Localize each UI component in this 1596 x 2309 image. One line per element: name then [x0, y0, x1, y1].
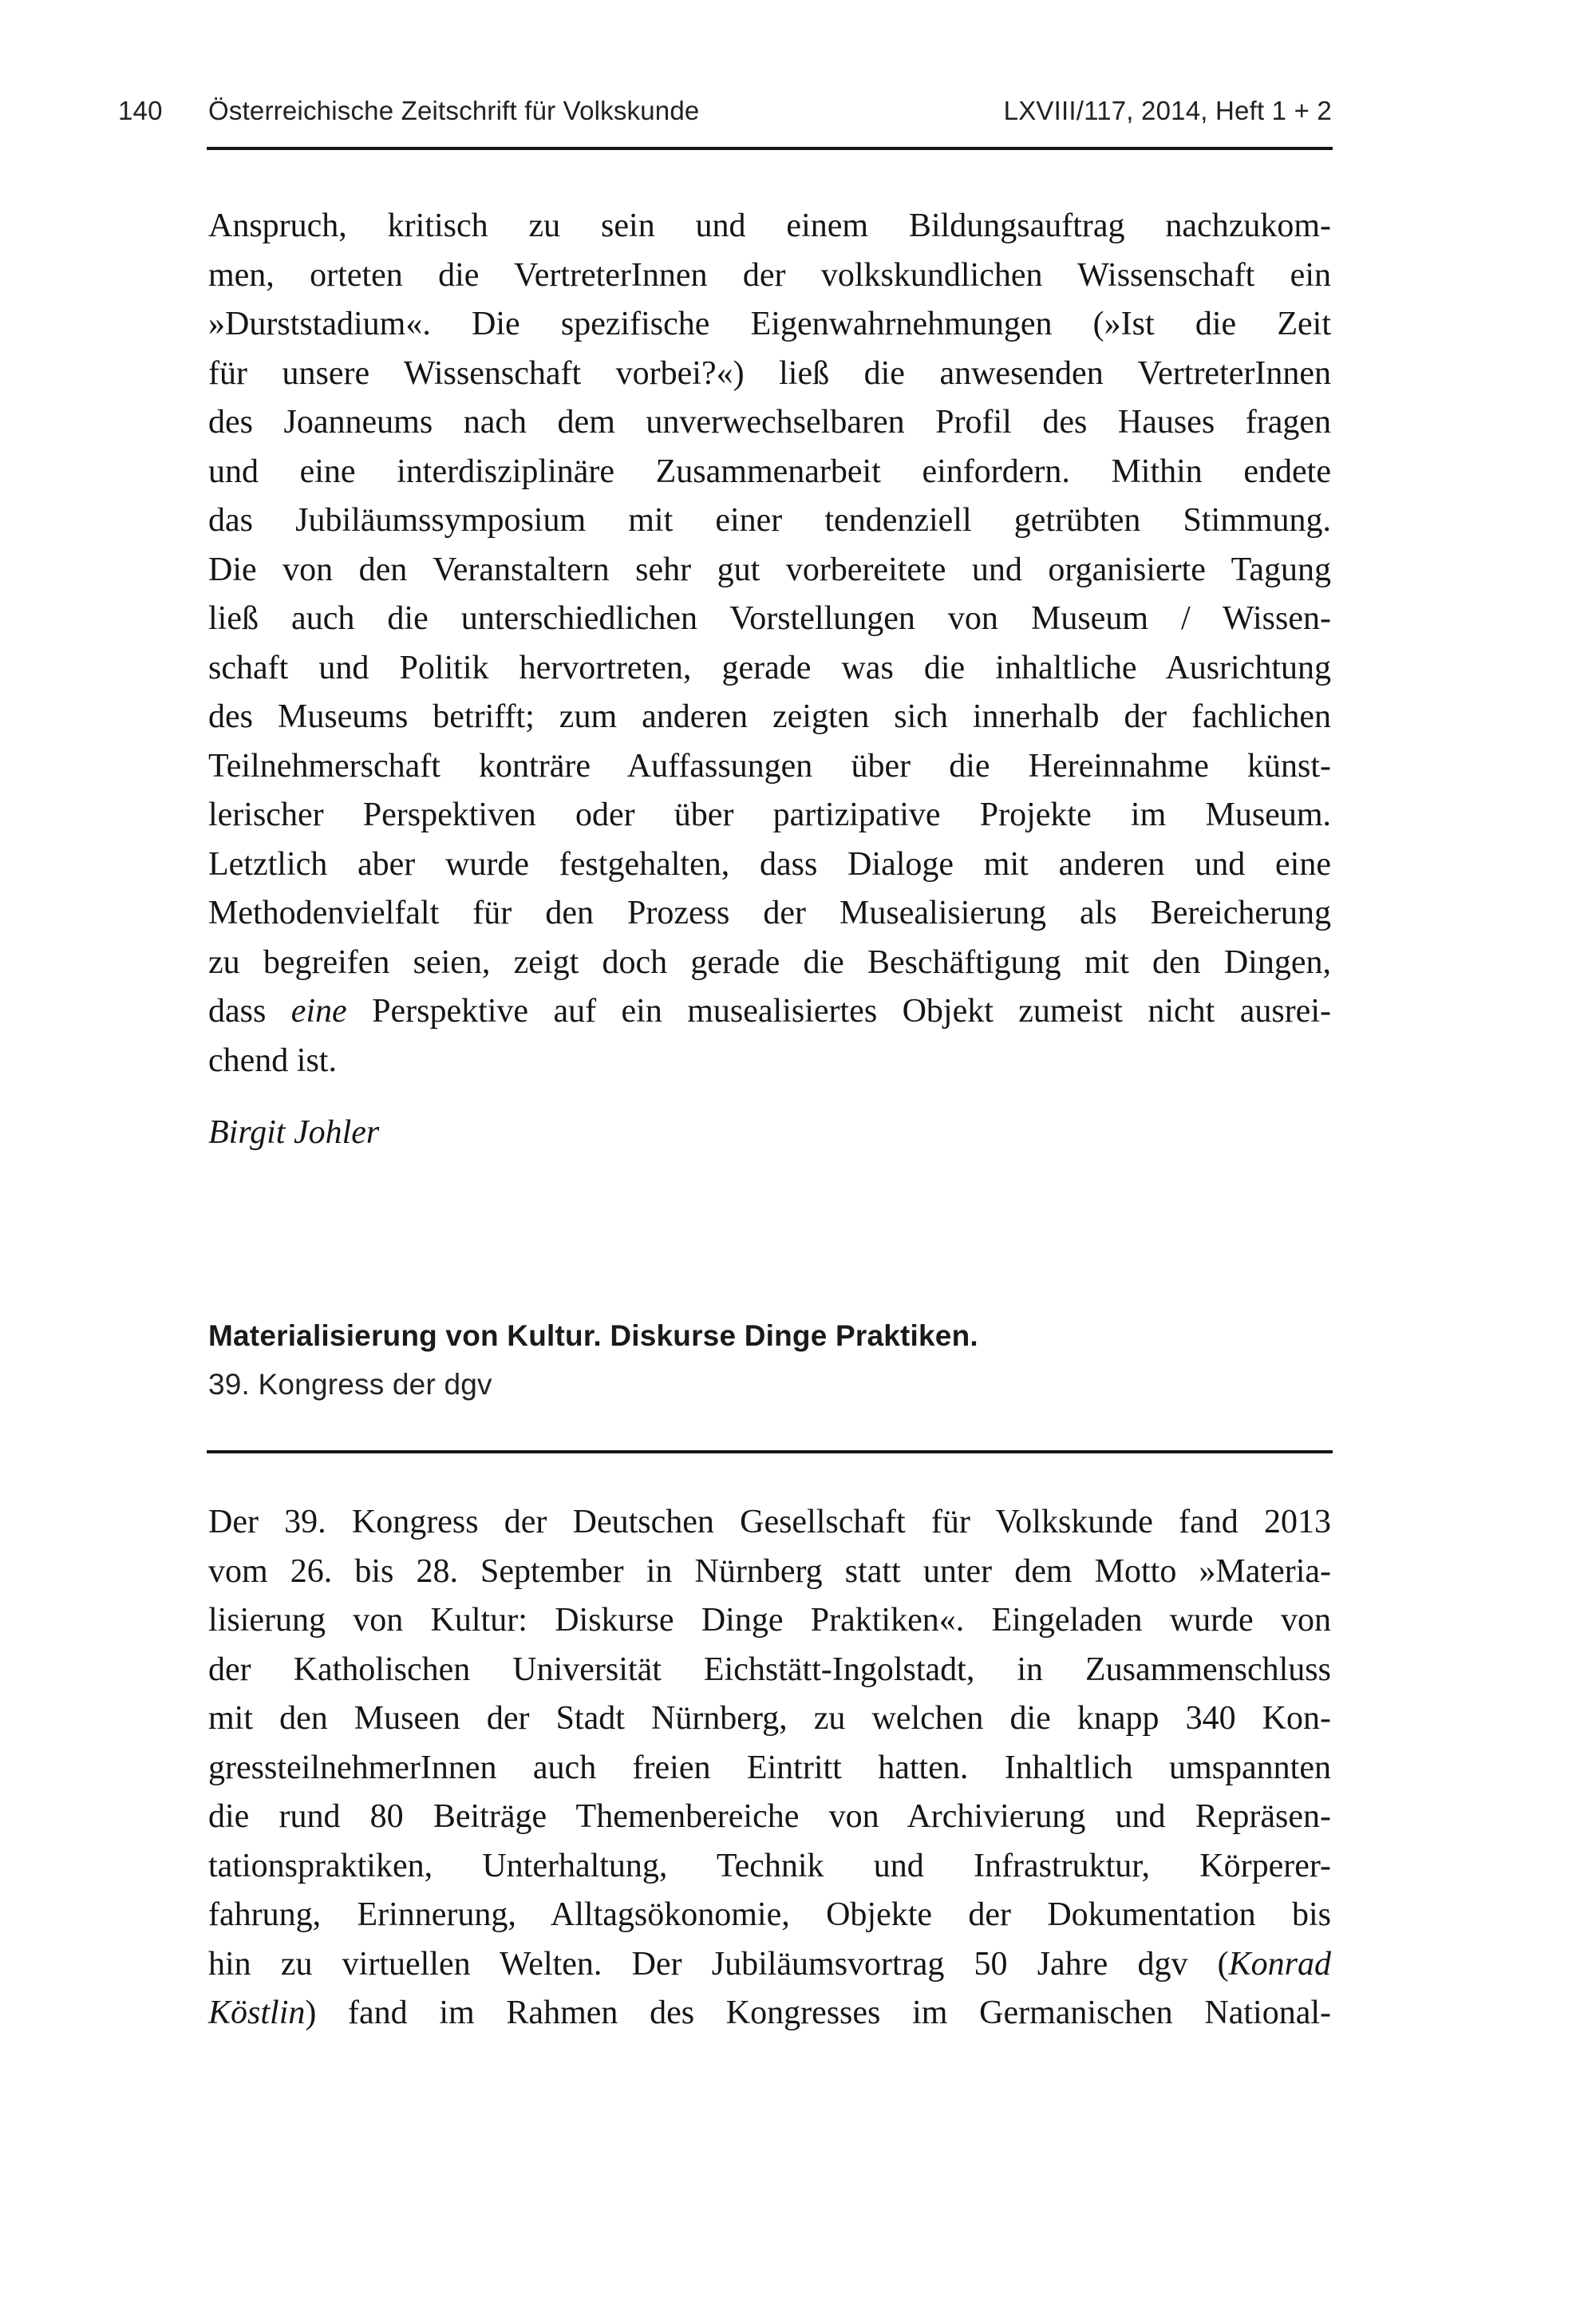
journal-title: Österreichische Zeitschrift für Volkskunde [208, 96, 700, 125]
author-name: Birgit Johler [208, 1114, 380, 1151]
text-line: die rund 80 Beiträge Themenbereiche von Archivierung und Repräsen- [208, 1798, 1331, 1835]
report-closing-paragraph [208, 202, 1331, 1085]
page-number: 140 [118, 96, 163, 125]
text-line: hin zu virtuellen Welten. Der Jubiläumsvortrag 50 Jahre dgv (Konrad [208, 1945, 1331, 1983]
text-line: lerischer Perspektiven oder über partizipative Projekte im Museum. [208, 797, 1331, 833]
text-line: für unsere Wissenschaft vorbei?«) ließ die anwesenden VertreterInnen [208, 354, 1331, 392]
text-line: Teilnehmerschaft konträre Auffassungen über die Hereinnahme künst- [208, 747, 1331, 785]
text-line: Der 39. Kongress der Deutschen Gesellschaft für Volkskunde fand 2013 [208, 1504, 1331, 1540]
text-line: und eine interdisziplinäre Zusammenarbeit einfordern. Mithin endete [208, 453, 1331, 490]
text-line: Köstlin) fand im Rahmen des Kongresses im Germanischen National- [208, 1995, 1331, 2031]
text-line: Letztlich aber wurde festgehalten, dass Dialoge mit anderen und eine [208, 845, 1331, 883]
text-line: Die von den Veranstaltern sehr gut vorbereitete und organisierte Tagung [208, 551, 1331, 588]
text-line: Methodenvielfalt für den Prozess der Musealisierung als Bereicherung [208, 895, 1331, 931]
report-body-paragraph [208, 1498, 1331, 2038]
running-header [0, 96, 1596, 129]
text-line: tationspraktiken, Unterhaltung, Technik und Infrastruktur, Körperer- [208, 1847, 1331, 1884]
text-line: Anspruch, kritisch zu sein und einem Bildungsauftrag nachzukom- [208, 208, 1331, 244]
text-line: vom 26. bis 28. September in Nürnberg statt unter dem Motto »Materia- [208, 1552, 1331, 1590]
issue-info: LXVIII/117, 2014, Heft 1 + 2 [1003, 96, 1332, 125]
text-line: dass eine Perspektive auf ein musealisiertes Objekt zumeist nicht ausrei- [208, 993, 1331, 1030]
text-line: zu begreifen seien, zeigt doch gerade die Beschäftigung mit den Dingen, [208, 943, 1331, 981]
section-title: Materialisierung von Kultur. Diskurse Dinge Praktiken. [208, 1319, 978, 1352]
text-line: lisierung von Kultur: Diskurse Dinge Praktiken«. Eingeladen wurde von [208, 1602, 1331, 1639]
text-line: chend ist. [208, 1042, 337, 1079]
text-line: mit den Museen der Stadt Nürnberg, zu welchen die knapp 340 Kon- [208, 1700, 1331, 1737]
text-line: der Katholischen Universität Eichstätt-Ingolstadt, in Zusammenschluss [208, 1651, 1331, 1688]
text-line: ließ auch die unterschiedlichen Vorstellungen von Museum / Wissen- [208, 600, 1331, 637]
text-line: des Museums betrifft; zum anderen zeigten sich innerhalb der fachlichen [208, 698, 1331, 735]
section-subtitle: 39. Kongress der dgv [208, 1368, 492, 1401]
text-line: des Joanneums nach dem unverwechselbaren Profil des Hauses fragen [208, 404, 1331, 441]
header-rule [207, 147, 1333, 150]
text-line: das Jubiläumssymposium mit einer tendenziell getrübten Stimmung. [208, 502, 1331, 539]
text-line: fahrung, Erinnerung, Alltagsökonomie, Objekte der Dokumentation bis [208, 1896, 1331, 1933]
text-line: gressteilnehmerInnen auch freien Eintritt hatten. Inhaltlich umspannten [208, 1749, 1331, 1786]
section-rule [207, 1450, 1333, 1453]
text-line: schaft und Politik hervortreten, gerade was die inhaltliche Ausrichtung [208, 649, 1331, 686]
text-line: men, orteten die VertreterInnen der volkskundlichen Wissenschaft ein [208, 256, 1331, 294]
text-line: »Durststadium«. Die spezifische Eigenwahrnehmungen (»Ist die Zeit [208, 306, 1331, 342]
